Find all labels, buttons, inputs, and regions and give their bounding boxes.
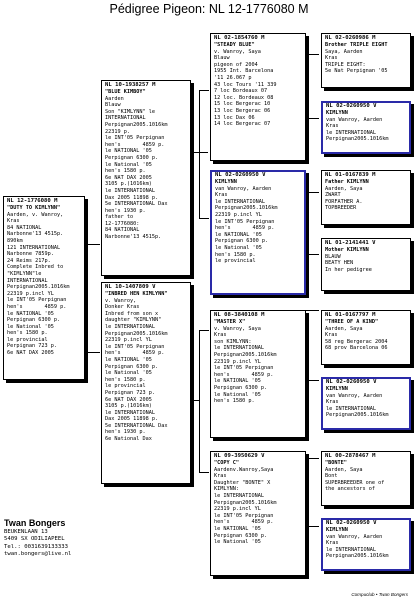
pigeon-name: "STEADY BLUE" — [214, 42, 255, 48]
ring-number: NL 02-0260986 M — [325, 35, 376, 41]
connector — [199, 90, 209, 91]
pigeon-name: KIMLYNN — [326, 110, 348, 116]
ring-number: NL 02-0260950 V — [326, 103, 377, 109]
pedigree-line: Kras — [214, 473, 227, 480]
connector — [84, 244, 100, 245]
pedigree-line: 5e Nat Perpignan '05 — [325, 68, 388, 75]
pedigree-line: 3105 p.(1016km) — [105, 403, 152, 410]
pedigree-line: "KIMLYNN"le — [7, 270, 42, 277]
pigeon-card-sire-sire — [210, 33, 306, 161]
pedigree-line: le INT'05 Perpignan — [214, 365, 274, 372]
pedigree-line: TRIPLE EIGHT: — [325, 61, 366, 68]
pedigree-line: 68 prov Barcelona 06 — [325, 345, 388, 352]
pedigree-line: le INTERNATIONAL — [214, 492, 264, 499]
pedigree-line: v. Wanroy, Saya — [214, 48, 261, 55]
pedigree-line: le National '05 — [214, 539, 261, 546]
pedigree-line: Narbonne'13 4515p. — [105, 234, 162, 241]
pedigree-line: le National '05 — [105, 370, 152, 377]
ring-number: NL 02-0260950 V — [326, 520, 377, 526]
pedigree-line: Son "KIMLYNN" le — [105, 108, 155, 115]
pedigree-line: Perpignan 6300 p. — [215, 238, 269, 245]
pigeon-card-ddd — [321, 518, 411, 571]
pedigree-line: '11 26.067 p — [214, 74, 252, 81]
connector — [305, 192, 319, 193]
pedigree-line: le provincial — [215, 258, 256, 265]
pedigree-line: 22319 p.incl YL — [215, 211, 262, 218]
pigeon-card-dam — [101, 282, 191, 484]
pedigree-line: INTERNATIONAL — [105, 115, 146, 122]
connector — [305, 254, 319, 255]
pedigree-line: Narbonne'13 4515p. — [7, 231, 64, 238]
pigeon-card-dds — [321, 451, 411, 506]
pedigree-line: Aardenv.Wanroy,Saya — [214, 466, 274, 473]
pedigree-line: v. Wanroy, Saya — [214, 325, 261, 332]
breeder-email[interactable]: twan.bongers@live.nl — [4, 551, 72, 558]
pigeon-name: "MASTER X" — [214, 319, 246, 325]
pedigree-line: hen's 1580 p. — [105, 168, 146, 175]
pigeon-card-dam-dam — [210, 451, 306, 576]
pedigree-line: 13 loc Bergerac 06 — [214, 107, 271, 114]
pigeon-card-sds — [321, 170, 411, 225]
pedigree-line: Perpignan 6300 p. — [105, 363, 159, 370]
pedigree-line: 22319 p.incl YL — [214, 358, 261, 365]
pigeon-name: "INBRED HEN KIMLYNN" — [105, 291, 168, 297]
pedigree-line: v. Wanroy, — [105, 297, 137, 304]
pedigree-line: Perpignan 723 p. — [105, 389, 155, 396]
pedigree-line: 24 Reims 217p. — [7, 257, 51, 264]
pedigree-line: FORFATHER A. — [325, 198, 363, 205]
pedigree-line: Perpignan2005.1016km — [326, 412, 389, 419]
pedigree-line: Aarden — [105, 95, 124, 102]
pedigree-line: 22319 p.incl YL — [214, 506, 261, 513]
pedigree-line: hen's 1580 p. — [214, 398, 255, 405]
connector — [305, 526, 319, 527]
pigeon-name: KIMLYNN — [326, 527, 348, 533]
connector — [84, 352, 100, 353]
pedigree-line: 14 loc Bergerac 07 — [214, 121, 271, 128]
pedigree-line: Donker Kras — [105, 304, 140, 311]
pedigree-line: Kras — [215, 192, 228, 199]
pedigree-line: le INT'05 Perpignan — [215, 218, 275, 225]
pedigree-line: Aarden, Saya — [325, 325, 363, 332]
pedigree-line: le NATIONAL '05 — [215, 231, 262, 238]
pedigree-line: 6e NAT DAX 2005 — [105, 174, 152, 181]
connector — [199, 330, 209, 331]
pedigree-line: Perpignan2005.1016km — [7, 284, 70, 291]
pedigree-line: le INT'05 Perpignan — [105, 135, 165, 142]
pedigree-line: hen's 4859 p. — [105, 141, 165, 148]
pedigree-line: hen's 1580 p. — [105, 376, 146, 383]
pigeon-name: "BONTE" — [325, 460, 347, 466]
pedigree-line: Kras — [7, 218, 20, 225]
pedigree-line: 22319 p.incl YL — [7, 290, 54, 297]
ring-number: NL 10-1938257 M — [105, 82, 156, 88]
pigeon-name: "DUTY TO KIMLYNN" — [7, 205, 61, 211]
pedigree-line: the ancestors of — [325, 486, 375, 493]
pedigree-line: hen's 4859 p. — [105, 350, 165, 357]
pedigree-line: 15 loc Bergerac 10 — [214, 101, 271, 108]
pedigree-line: 6e National Dax — [105, 436, 152, 443]
pedigree-line: Perpignan2005.1016km — [214, 499, 277, 506]
connector — [199, 218, 209, 219]
pedigree-line: Blauw — [214, 55, 230, 62]
pedigree-line: BEATY HEN — [325, 260, 354, 267]
connector — [305, 118, 319, 119]
pedigree-line: hen's 4859 p. — [214, 519, 274, 526]
pedigree-line: le INTERNATIONAL — [326, 546, 376, 553]
connector — [305, 54, 319, 55]
pedigree-line: Kras — [326, 123, 339, 130]
pedigree-line: le NATIONAL '05 — [214, 378, 261, 385]
pigeon-card-dss — [321, 310, 411, 365]
pedigree-line: SUPERBREEDER one of — [325, 479, 385, 486]
connector — [305, 310, 319, 311]
connector — [199, 90, 200, 218]
pedigree-line: hen's 4859 p. — [215, 225, 275, 232]
pedigree-line: Bont — [325, 473, 338, 480]
pedigree-line: le INTERNATIONAL — [326, 405, 376, 412]
connector — [199, 472, 209, 473]
ring-number: NL 02-0260950 V — [326, 379, 377, 385]
pedigree-line: le NATIONAL '05 — [214, 525, 261, 532]
pigeon-card-sdd — [321, 238, 411, 291]
pedigree-line: Perpignan2005.1016km — [326, 136, 389, 143]
pedigree-line: le National '05 — [214, 391, 261, 398]
pedigree-line: Perpignan 723 p. — [7, 343, 57, 350]
connector — [305, 458, 319, 459]
pedigree-line: le National '05 — [215, 244, 262, 251]
pigeon-name: KIMLYNN — [215, 179, 237, 185]
pedigree-line: Dax 2005 11898 p. — [105, 194, 159, 201]
pedigree-line: pigeon of 2004 — [214, 61, 258, 68]
pedigree-line: hen's 1930 p. — [105, 207, 146, 214]
pedigree-line: van Wanroy, Aarden — [326, 533, 383, 540]
pedigree-line: le INTERNATIONAL — [214, 345, 264, 352]
pedigree-line: le National '05 — [105, 161, 152, 168]
pedigree-line: Perpignan2005.1016km — [105, 330, 168, 337]
pedigree-line: Blauw — [105, 102, 121, 109]
pigeon-name: KIMLYNN — [326, 386, 348, 392]
pedigree-line: le INTERNATIONAL — [215, 198, 265, 205]
pedigree-line: le NATIONAL '05 — [105, 356, 152, 363]
pedigree-line: hen's 4859 p. — [7, 303, 67, 310]
pedigree-line: Daughter "BONTE" X — [214, 479, 271, 486]
pedigree-line: 5e INTERNATIONAL Dax — [105, 422, 168, 429]
pedigree-line: In her pedigree — [325, 266, 372, 273]
pedigree-line: le provincial — [7, 336, 48, 343]
pedigree-line: father to — [105, 214, 134, 221]
pedigree-line: Perpignan 6300 p. — [214, 532, 268, 539]
pedigree-line: BLAUW — [325, 253, 341, 260]
pedigree-line: 12-1776080: — [105, 220, 140, 227]
pedigree-line: 6e NAT DAX 2005 — [105, 396, 152, 403]
pedigree-line: Perpignan2005.1016km — [214, 351, 277, 358]
pedigree-line: 3105 p.(1016km) — [105, 181, 152, 188]
pedigree-line: van Wanroy, Aarden — [215, 185, 272, 192]
pedigree-line: Kras — [326, 540, 339, 547]
footer-credit: Compuclub • Twan Bongers — [351, 592, 408, 597]
pedigree-line: le INT'05 Perpignan — [7, 297, 67, 304]
pedigree-line: le INTERNATIONAL — [105, 409, 155, 416]
pigeon-name: Father KIMLYNN — [325, 179, 369, 185]
ring-number: NL 10-1407809 V — [105, 284, 156, 290]
pigeon-name: "THREE OF A KIND" — [325, 319, 379, 325]
breeder-info — [4, 518, 114, 559]
pedigree-line: 5e INTERNATIONAL Dax — [105, 201, 168, 208]
connector — [199, 330, 200, 472]
pedigree-line: Kras — [325, 332, 338, 339]
pigeon-name: Mother KIMLYNN — [325, 247, 369, 253]
pedigree-line: ZWART — [325, 192, 341, 199]
pedigree-line: Narbonne 7859p. — [7, 251, 54, 258]
pedigree-line: 13 loc Dax 06 — [214, 114, 255, 121]
ring-number: NL 00-2878467 M — [325, 453, 376, 459]
pedigree-line: 22319 p.incl YL — [105, 337, 152, 344]
pedigree-line: van Wanroy, Aarden — [326, 392, 383, 399]
pedigree-line: TOPBREEDER — [325, 205, 357, 212]
breeder-name: Twan Bongers — [4, 518, 66, 528]
pedigree-line: hen's 1930 p. — [105, 429, 146, 436]
ring-number: NL 01-2141441 V — [325, 240, 376, 246]
pedigree-line: 890km — [7, 237, 23, 244]
pedigree-line: Perpignan2005.1016km — [215, 205, 278, 212]
pigeon-card-ssd — [321, 101, 411, 154]
pedigree-line: le provincial — [105, 383, 146, 390]
pigeon-card-sire — [101, 80, 191, 276]
pigeon-card-sss — [321, 33, 411, 88]
pedigree-line: hen's 1580 p. — [215, 251, 256, 258]
connector — [305, 380, 319, 381]
pedigree-line: le NATIONAL '05 — [105, 148, 152, 155]
pedigree-line: Inbred from son x — [105, 310, 159, 317]
ring-number: NL 09-3950629 V — [214, 453, 265, 459]
pigeon-card-sire-dam — [210, 170, 306, 295]
breeder-city: 5409 SX ODILIAPEEL — [4, 536, 65, 543]
ring-number: NL 01-0167797 M — [325, 312, 376, 318]
breeder-address: BEUKENLAAN 13 — [4, 529, 48, 535]
pedigree-line: hen's 1580 p. — [7, 330, 48, 337]
pedigree-line: 6e NAT DAX 2005 — [7, 350, 54, 357]
pedigree-line: Perpignan 6300 p. — [7, 317, 61, 324]
pedigree-line: Perpignan 6300 p. — [105, 154, 159, 161]
pigeon-name: "BLUE KIMBOY" — [105, 89, 146, 95]
pedigree-line: Saya, Aarden — [325, 48, 363, 55]
pedigree-line: Perpignan 6300 p. — [214, 384, 268, 391]
pedigree-line: 43 loc Tours '11 339 — [214, 81, 277, 88]
pedigree-line: son KIMLYNN: — [214, 338, 252, 345]
ring-number: NL 02-1854760 M — [214, 35, 265, 41]
pedigree-line: 7 loc Bordeaux 07 — [214, 88, 268, 95]
pedigree-line: 12 loc. Bordeaux 08 — [214, 94, 274, 101]
pedigree-line: 84 NATIONAL — [105, 227, 140, 234]
pedigree-line: hen's 4859 p. — [214, 371, 274, 378]
pigeon-card-dam-sire — [210, 310, 306, 438]
pedigree-line: 22319 p. — [105, 128, 130, 135]
pedigree-line: 121 INTERNATIONAL — [7, 244, 61, 251]
pedigree-line: le INT'05 Perpignan — [105, 343, 165, 350]
pedigree-line: le INTERNATIONAL — [326, 129, 376, 136]
pedigree-line: Kras — [326, 399, 339, 406]
pigeon-name: Brother TRIPLE EIGHT — [325, 42, 388, 48]
ring-number: NL 08-3840108 M — [214, 312, 265, 318]
pedigree-line: le INTERNATIONAL — [105, 323, 155, 330]
pedigree-line: Aarden, Saya — [325, 185, 363, 192]
pedigree-line: Kras — [214, 332, 227, 339]
pedigree-line: INTERNATIONAL — [7, 277, 48, 284]
pedigree-line: Perpignan2005.1016km — [326, 553, 389, 560]
pedigree-line: 84 NATIONAL — [7, 224, 42, 231]
pedigree-line: Kras — [325, 55, 338, 62]
pedigree-line: Aarden, v. Wanroy, — [7, 211, 64, 218]
pedigree-line: 1955 Int. Barcelona — [214, 68, 274, 75]
pedigree-line: 58 reg Bergerac 2004 — [325, 338, 388, 345]
pedigree-line: le INTERNATIONAL — [105, 187, 155, 194]
pigeon-card-dsd — [321, 377, 411, 430]
pedigree-line: Aarden, Saya — [325, 466, 363, 473]
pedigree-line: KIMLYNN: — [214, 486, 239, 493]
pedigree-line: daughter "KIMLYNN" — [105, 317, 162, 324]
ring-number: NL 01-0167839 M — [325, 172, 376, 178]
breeder-phone: Tel.: 0031639133333 — [4, 543, 68, 550]
pedigree-line: van Wanroy, Aarden — [326, 116, 383, 123]
ring-number: NL 02-0260950 V — [215, 172, 266, 178]
ring-number: NL 12-1776080 M — [7, 198, 58, 204]
pedigree-line: Perpignan2005.1016km — [105, 121, 168, 128]
pedigree-line: Dax 2005 11898 p. — [105, 416, 159, 423]
pedigree-line: le National '05 — [7, 323, 54, 330]
pigeon-name: "COPY C" — [214, 460, 239, 466]
pedigree-line: le NATIONAL '05 — [7, 310, 54, 317]
pedigree-line: le INT'05 Perpignan — [214, 512, 274, 519]
pigeon-card-subject — [3, 196, 85, 380]
pedigree-line: Complete Inbred to — [7, 264, 64, 271]
page-title: Pédigree Pigeon: NL 12-1776080 M — [109, 2, 309, 16]
